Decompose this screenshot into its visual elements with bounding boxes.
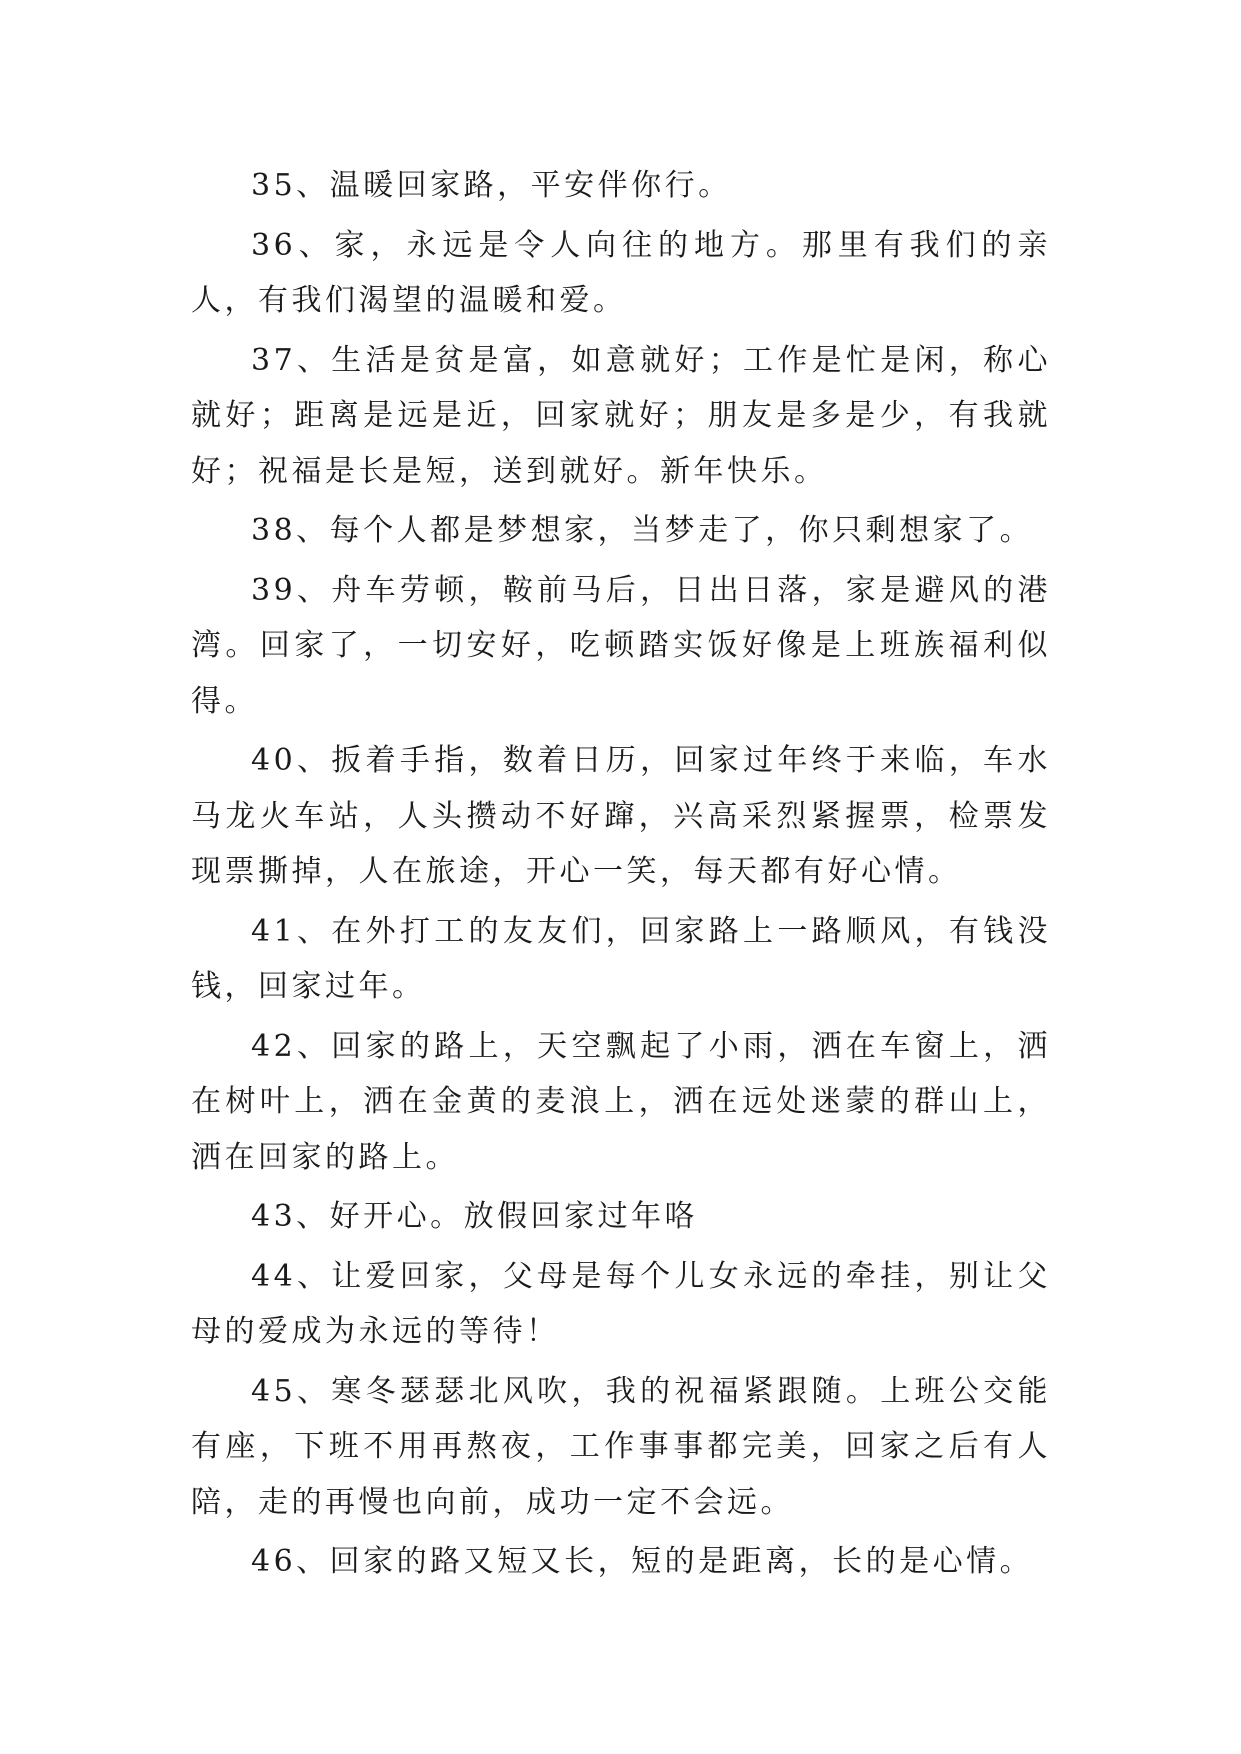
- paragraph-43: 43、好开心。放假回家过年咯: [251, 1199, 699, 1234]
- paragraph-37: 37、生活是贫是富，如意就好；工作是忙是闲，称心就好；距离是远是近，回家就好；朋友是多是少，有我就好；祝福是长是短，送到就好。新年快乐。: [191, 342, 1051, 489]
- paragraph-40: 40、扳着手指，数着日历，回家过年终于来临，车水马龙火车站，人头攒动不好蹿，兴高采烈紧握票，检票发现票撕掉，人在旅途，开心一笑，每天都有好心情。: [191, 743, 1051, 889]
- paragraph-42: 42、回家的路上，天空飘起了小雨，洒在车窗上，洒在树叶上，洒在金黄的麦浪上，洒在远处迷蒙的群山上，洒在回家的路上。: [191, 1028, 1051, 1175]
- paragraph-41: 41、在外打工的友友们，回家路上一路顺风，有钱没钱，回家过年。: [191, 913, 1051, 1004]
- paragraph-46: 46、回家的路又短又长，短的是距离，长的是心情。: [251, 1544, 1034, 1579]
- paragraph-35: 35、温暖回家路，平安伴你行。: [251, 168, 732, 203]
- paragraph-44: 44、让爱回家，父母是每个儿女永远的牵挂，别让父母的爱成为永远的等待！: [191, 1258, 1051, 1349]
- document-body: [191, 158, 1051, 1594]
- paragraph-36: 36、家，永远是令人向往的地方。那里有我们的亲人，有我们渴望的温暖和爱。: [191, 227, 1051, 318]
- paragraph-39: 39、舟车劳顿，鞍前马后，日出日落，家是避风的港湾。回家了，一切安好，吃顿踏实饭好像是上班族福利似得。: [191, 572, 1051, 719]
- paragraph-45: 45、寒冬瑟瑟北风吹，我的祝福紧跟随。上班公交能有座，下班不用再熬夜，工作事事都完美，回家之后有人陪，走的再慢也向前，成功一定不会远。: [191, 1373, 1051, 1520]
- paragraph-38: 38、每个人都是梦想家，当梦走了，你只剩想家了。: [251, 513, 1034, 548]
